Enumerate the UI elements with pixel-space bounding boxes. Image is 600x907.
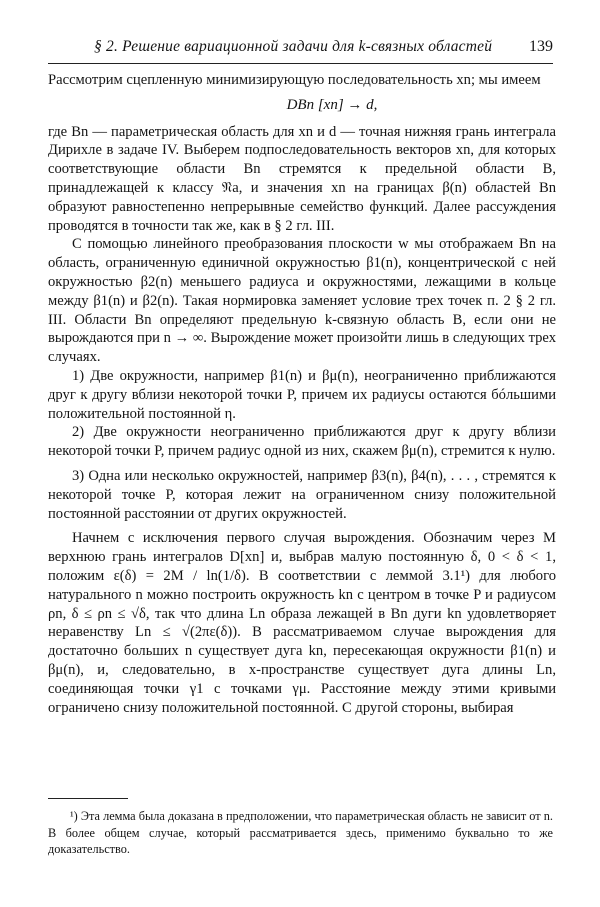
- display-formula: DBn [xn] → d,: [286, 96, 378, 113]
- paragraph-normalization: С помощью линейного преобразования плоскости w мы отображаем Bn на область, ограниченную единичной окружностью β1(n), концентрической с ней окружностью β2(n) меньшего радиуса и окружностями, лежащими в кольце между β1(n) и β2(n). Такая нормировка заменяет условие трех точек п. 2 § 2 гл. III. Области Bn определяют предельную k-связную область B, если они не вырождаются при n → ∞. Вырождение может произойти лишь в следующих трех случаях.: [48, 236, 556, 366]
- footnote-rule: [48, 798, 128, 799]
- paragraph-exclusion: Начнем с исключения первого случая вырождения. Обозначим через M верхнюю грань интегралов D[xn] и, выбрав малую постоянную δ, 0 < δ < 1, положим ε(δ) = 2M / ln(1/δ). В соответствии с леммой 3.1¹) для любого натурального n можно построить окружность kn с центром в точке P и радиусом ρn, δ ≤ ρn ≤ √δ, так что длина Ln образа лежащей в Bn дуги kn удовлетворяет неравенству Ln ≤ √(2πε(δ)). В рассматриваемом случае вырождения для достаточно больших n существует дуга kn, пересекающая окружности β1(n) и βμ(n), и, следовательно, в x-пространстве существует дуга длины Ln, соединяющая точки γ1 с точками γμ. Расстояние между этими кривыми ограничено снизу положительной постоянной. С другой стороны, выбирая: [48, 530, 556, 716]
- running-head: § 2. Решение вариационной задачи для k-связных областей: [94, 38, 493, 55]
- footnote: ¹) Эта лемма была доказана в предположении, что параметрическая область не зависит от n. В более общем случае, который рассматривается здесь, применимо буквально то же доказательство.: [48, 809, 553, 856]
- page-number: 139: [529, 38, 553, 55]
- paragraph-definitions: где Bn — параметрическая область для xn и d — точная нижняя грань интеграла Дирихле в задаче IV. Выберем подпоследовательность векторов xn, для которых соответствующие области Bn стремятся к предельной области B, принадлежащей к классу 𝔑a, и значения xn на границах β(n) областей Bn образуют равностепенно непрерывные семейство функций. Далее рассуждения проводятся в точности так же, как в § 2 гл. III.: [48, 123, 556, 234]
- paragraph-case-1: 1) Две окружности, например β1(n) и βμ(n), неограниченно приближаются друг к другу вблизи некоторой точки P, причем их радиусы остаются бóльшими положительной постоянной η.: [48, 367, 556, 422]
- body-text: [48, 71, 556, 717]
- paragraph-case-2: 2) Две окружности неограниченно приближаются друг к другу вблизи некоторой точки P, причем радиус одной из них, скажем βμ(n), стремится к нулю.: [48, 424, 556, 460]
- header-rule: [48, 63, 553, 64]
- paragraph-intro: Рассмотрим сцепленную минимизирующую последовательность xn; мы имеем: [48, 72, 541, 88]
- paragraph-case-3: 3) Одна или несколько окружностей, например β3(n), β4(n), . . . , стремятся к некоторой точке P, которая лежит на ограниченном снизу положительной постоянной расстоянии от других окружностей.: [48, 467, 556, 522]
- page-header: [48, 38, 553, 60]
